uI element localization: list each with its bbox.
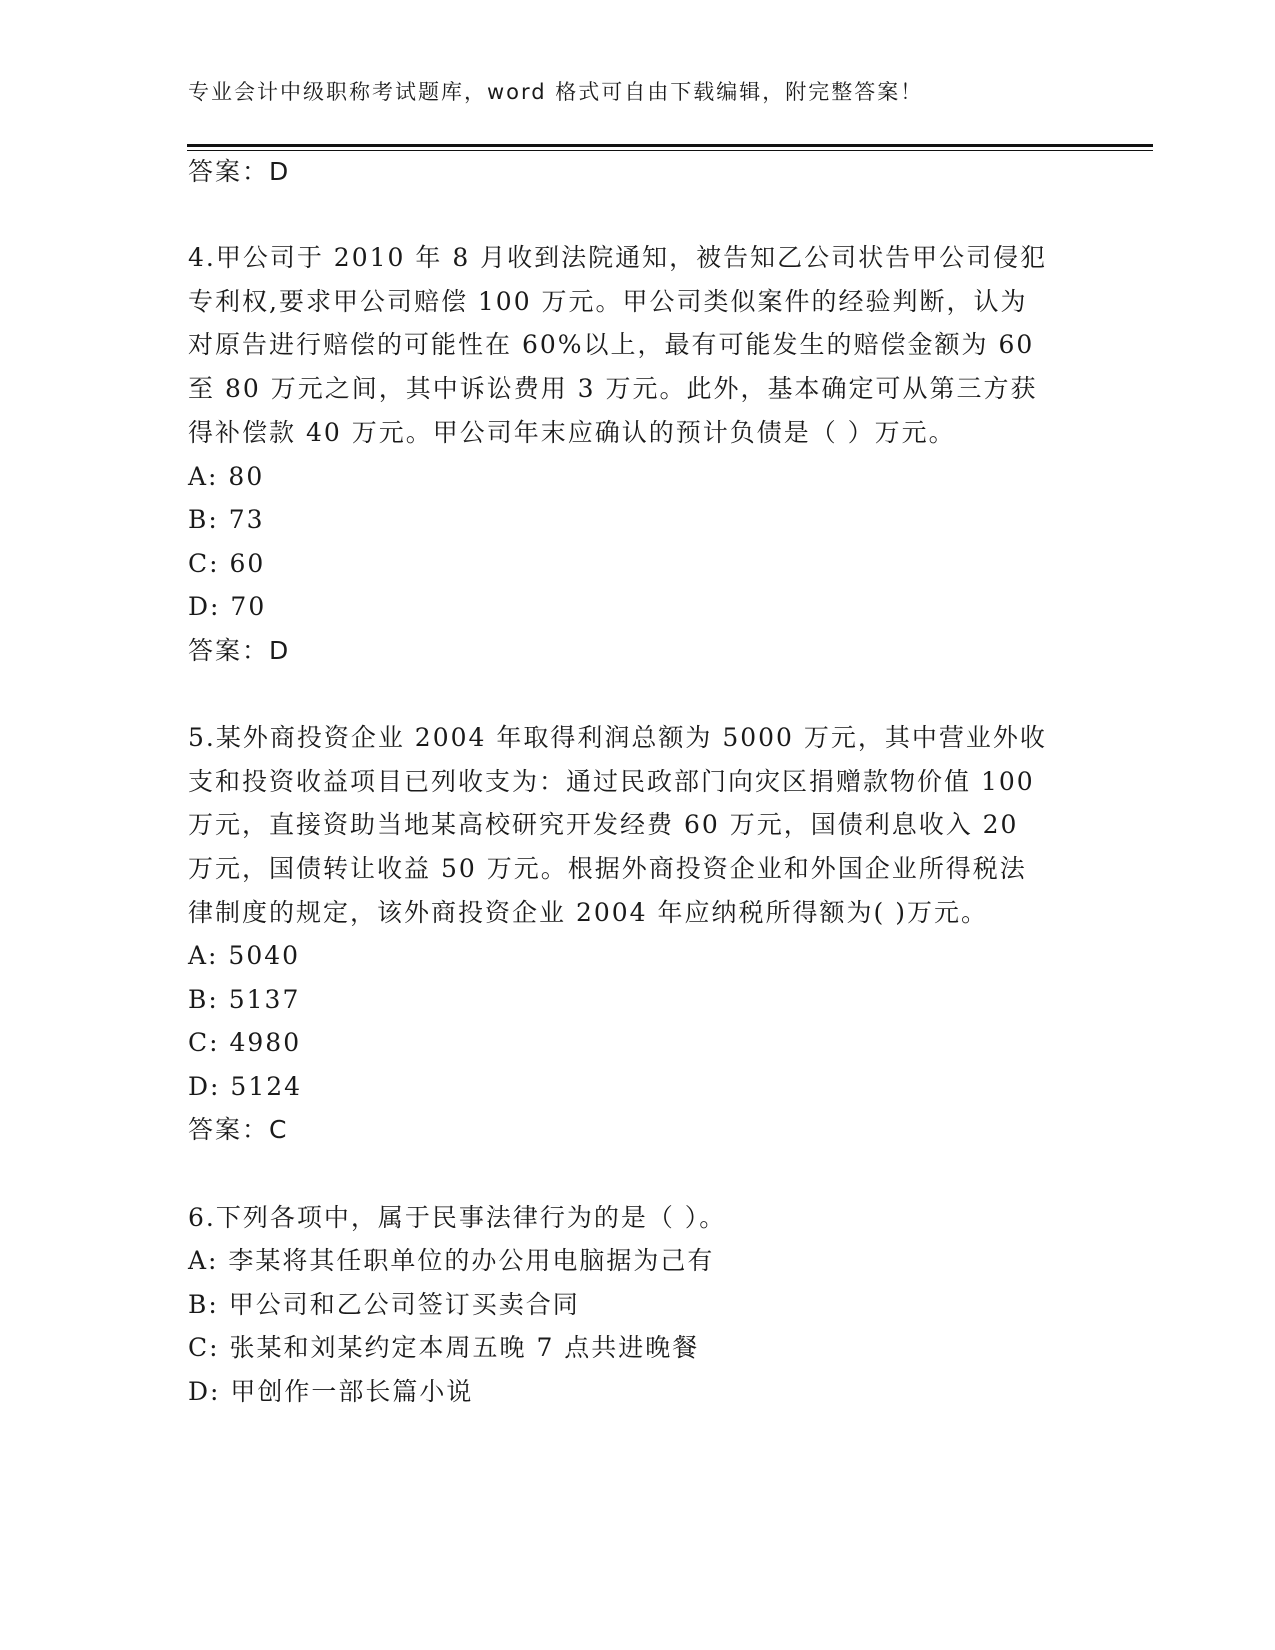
q4-line-4: 至 80 万元之间，其中诉讼费用 3 万元。此外，基本确定可从第三方获	[188, 374, 1038, 403]
header-rule-thin	[187, 150, 1153, 151]
q6-line-1: 6.下列各项中，属于民事法律行为的是（ ）。	[188, 1203, 727, 1232]
q4-option-d: D: 70	[188, 592, 267, 621]
answer-prev: 答案：D	[188, 157, 291, 186]
q6-option-d: D: 甲创作一部长篇小说	[188, 1377, 474, 1406]
q5-option-c: C: 4980	[188, 1028, 302, 1057]
q4-line-3: 对原告进行赔偿的可能性在 60%以上，最有可能发生的赔偿金额为 60	[188, 330, 1035, 359]
q5-line-1: 5.某外商投资企业 2004 年取得利润总额为 5000 万元，其中营业外收	[188, 723, 1047, 752]
header-rule-thick	[187, 144, 1153, 147]
q4-line-5: 得补偿款 40 万元。甲公司年末应确认的预计负债是（ ）万元。	[188, 418, 956, 447]
q4-option-b: B: 73	[188, 505, 265, 534]
q5-option-a: A: 5040	[188, 941, 301, 970]
q6-option-b: B: 甲公司和乙公司签订买卖合同	[188, 1290, 580, 1319]
q5-line-4: 万元，国债转让收益 50 万元。根据外商投资企业和外国企业所得税法	[188, 854, 1027, 883]
q6-option-a: A: 李某将其任职单位的办公用电脑据为己有	[188, 1246, 715, 1275]
page-header: 专业会计中级职称考试题库，word 格式可自由下载编辑，附完整答案！	[188, 80, 924, 104]
q4-line-2: 专利权,要求甲公司赔偿 100 万元。甲公司类似案件的经验判断，认为	[188, 287, 1028, 316]
q5-line-2: 支和投资收益项目已列收支为：通过民政部门向灾区捐赠款物价值 100	[188, 767, 1035, 796]
q4-answer: 答案：D	[188, 636, 291, 665]
q5-option-b: B: 5137	[188, 985, 301, 1014]
q5-option-d: D: 5124	[188, 1072, 303, 1101]
q5-answer: 答案：C	[188, 1115, 289, 1144]
q5-line-3: 万元，直接资助当地某高校研究开发经费 60 万元，国债利息收入 20	[188, 810, 1019, 839]
q4-option-a: A: 80	[188, 462, 265, 491]
q6-option-c: C: 张某和刘某约定本周五晚 7 点共进晚餐	[188, 1333, 700, 1362]
q4-line-1: 4.甲公司于 2010 年 8 月收到法院通知，被告知乙公司状告甲公司侵犯	[188, 243, 1048, 272]
q4-option-c: C: 60	[188, 549, 266, 578]
q5-line-5: 律制度的规定，该外商投资企业 2004 年应纳税所得额为( )万元。	[188, 898, 988, 927]
